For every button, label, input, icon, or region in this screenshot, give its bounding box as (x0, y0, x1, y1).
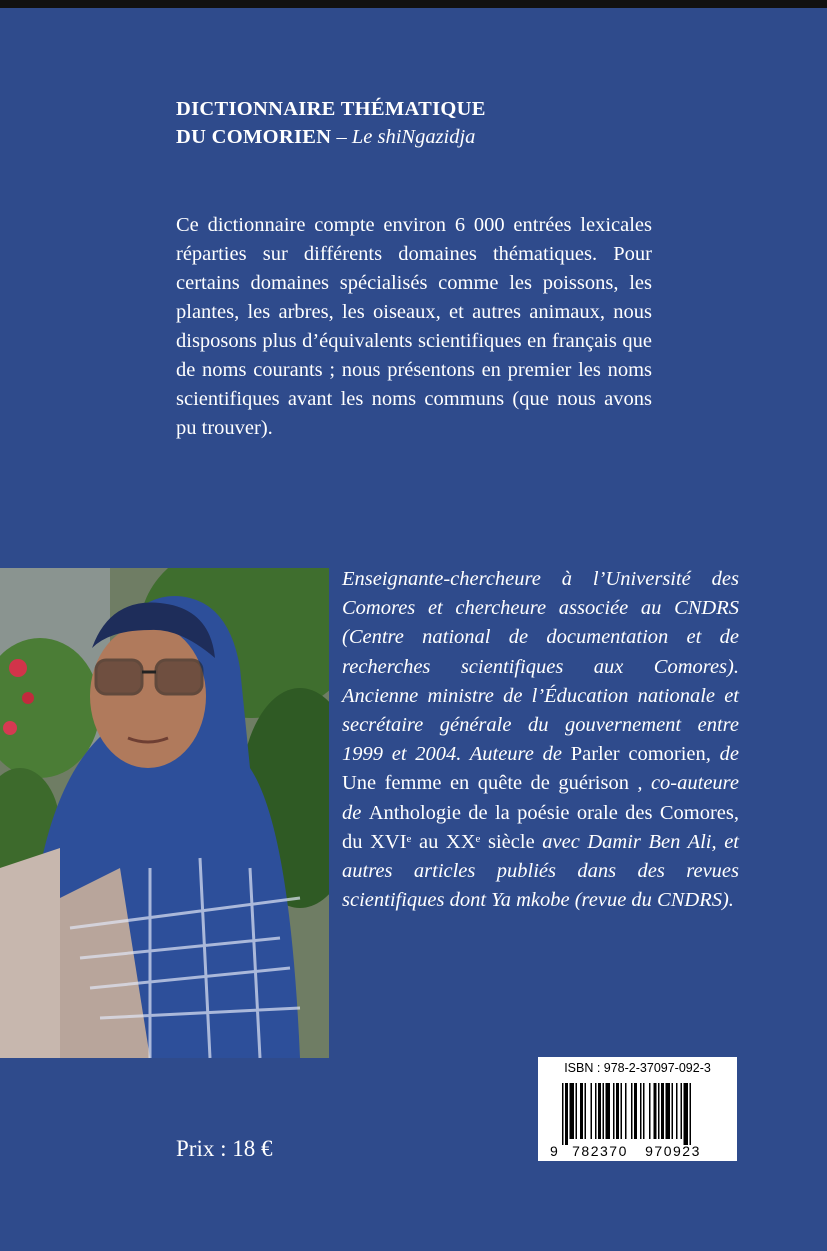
barcode-bars (562, 1083, 691, 1145)
barcode-graphic (538, 1057, 737, 1161)
barcode-bar (625, 1083, 627, 1139)
barcode-bar (598, 1083, 601, 1139)
isbn-label: ISBN : 978-2-37097-092-3 (564, 1061, 711, 1075)
barcode-right-digits: 970923 (645, 1143, 701, 1159)
bio-book-title-3c: siècle (480, 830, 535, 853)
barcode-bar (666, 1083, 671, 1139)
bio-book-title-1: Parler comorien (570, 743, 706, 766)
barcode-bar (631, 1083, 633, 1139)
book-title (176, 95, 596, 151)
book-subtitle: Le shiNgazidja (351, 126, 476, 148)
barcode-bar (595, 1083, 597, 1139)
barcode-bar (562, 1083, 564, 1145)
barcode-bar (672, 1083, 674, 1139)
barcode-bar (616, 1083, 619, 1139)
barcode-bar (576, 1083, 578, 1139)
barcode-bar (640, 1083, 642, 1139)
author-photo-illustration (0, 568, 329, 1058)
barcode-bar (621, 1083, 623, 1139)
barcode-bar (580, 1083, 583, 1139)
barcode-bar (585, 1083, 587, 1139)
top-edge (0, 0, 827, 8)
bio-superscript-2: e (475, 832, 481, 845)
barcode-first-digit: 9 (550, 1143, 558, 1159)
author-photo (0, 568, 329, 1058)
bio-text-1: Enseignante-chercheure à l’Université des Comores et chercheure associée au CNDRS (Centre national de documentation et de recherches scientifiques aux Comores). Ancienne ministre de l’Éducation nationale et secrétaire générale du gouvernement entre 1999 et 2004. Auteure de (342, 568, 739, 766)
bio-book-title-2: Une femme en quête de guérison (342, 772, 629, 795)
bio-superscript-1: e (406, 832, 412, 845)
barcode-bar (676, 1083, 678, 1139)
barcode-left-digits: 782370 (572, 1143, 628, 1159)
barcode-bar (661, 1083, 664, 1139)
barcode-bar (684, 1083, 689, 1145)
barcode-bar (690, 1083, 692, 1145)
barcode-bar (606, 1083, 611, 1139)
title-line-1: DICTIONNAIRE THÉMATIQUE (176, 98, 486, 120)
barcode-bar (643, 1083, 645, 1139)
barcode-bar (613, 1083, 615, 1139)
barcode-bar (565, 1083, 568, 1145)
bio-book-title-3b: au XX (411, 830, 476, 853)
barcode-bar (634, 1083, 637, 1139)
barcode-bar (649, 1083, 651, 1139)
barcode-bar (603, 1083, 605, 1139)
bio-text-3: , co-auteure de (342, 772, 739, 824)
bio-text-4: avec Damir Ben Ali, et autres articles publiés dans des revues scientifiques dont Ya mkobe (revue du CNDRS). (342, 830, 739, 912)
bio-text-2: , de (705, 743, 739, 766)
book-blurb: Ce dictionnaire compte environ 6 000 entrées lexicales réparties sur différents domaines thématiques. Pour certains domaines spécialisés comme les poissons, les plantes, les arbres, les oiseaux, et autres animaux, nous disposons plus d’équivalents scientifiques en français que de noms courants ; nous présentons en premier les noms scientifiques avant les noms communs (que nous avons pu trouver). (176, 214, 652, 439)
title-line-2: DU COMORIEN (176, 126, 332, 148)
author-biography (342, 565, 739, 915)
title-dash: – (331, 126, 352, 148)
barcode-bar (591, 1083, 593, 1139)
bio-book-title-3a: Anthologie de la poésie orale des Comores, du XVI (342, 801, 739, 853)
barcode-bar (654, 1083, 657, 1139)
barcode-bar (570, 1083, 575, 1139)
barcode-bar (681, 1083, 683, 1139)
isbn-barcode (538, 1057, 737, 1161)
barcode-bar (658, 1083, 660, 1139)
price: Prix : 18 € (176, 1136, 273, 1161)
